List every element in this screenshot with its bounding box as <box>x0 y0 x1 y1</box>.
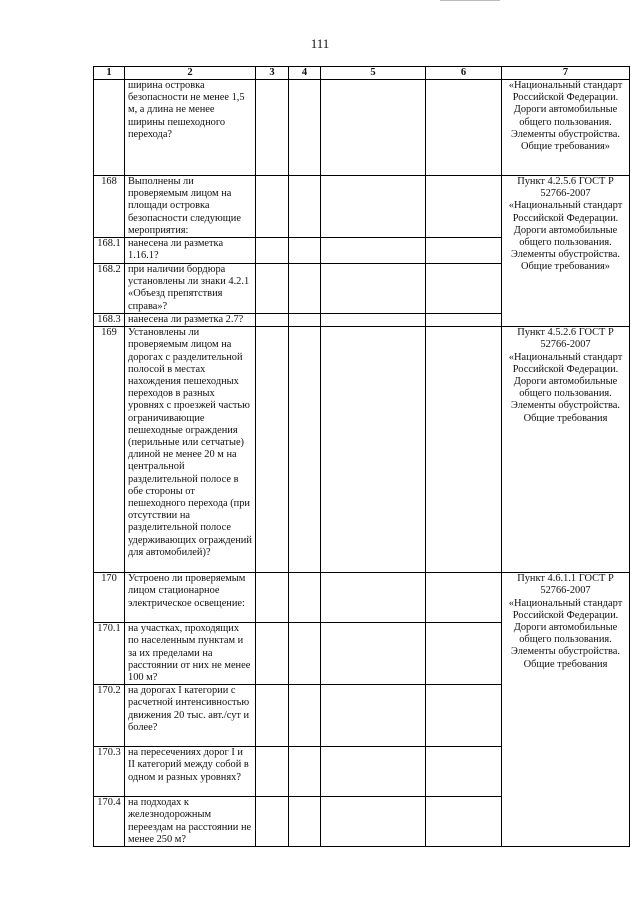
scan-edge-mark <box>440 0 500 3</box>
row-number <box>94 80 125 176</box>
question-text: ширина островка безопасности не менее 1,5 м, а длина не менее ширины пешеходного перехода? <box>125 80 256 176</box>
table-row-168 <box>94 176 630 238</box>
table-row-169 <box>94 327 630 573</box>
answer-cell <box>256 747 289 797</box>
answer-cell <box>289 80 321 176</box>
question-text: на дорогах I категории с расчетной интенсивностью движения 20 тыс. авт./сут и более? <box>125 685 256 747</box>
answer-cell <box>256 238 289 264</box>
answer-cell <box>426 176 502 238</box>
answer-cell <box>321 573 426 623</box>
row-number: 168 <box>94 176 125 238</box>
table-row-170 <box>94 573 630 623</box>
answer-cell <box>289 314 321 327</box>
answer-cell <box>321 327 426 573</box>
answer-cell <box>321 685 426 747</box>
answer-cell <box>256 80 289 176</box>
row-number: 168.1 <box>94 238 125 264</box>
row-number: 170 <box>94 573 125 623</box>
answer-cell <box>256 314 289 327</box>
header-col-1: 1 <box>94 67 125 80</box>
answer-cell <box>256 176 289 238</box>
question-text: на участках, проходящих по населенным пунктам и за их пределами на расстоянии от них не менее 100 м? <box>125 623 256 685</box>
header-col-2: 2 <box>125 67 256 80</box>
header-col-6: 6 <box>426 67 502 80</box>
answer-cell <box>321 176 426 238</box>
question-text: нанесена ли разметка 1.16.1? <box>125 238 256 264</box>
answer-cell <box>256 685 289 747</box>
table-row-continuation <box>94 80 630 176</box>
question-text: при наличии бордюра установлены ли знаки 4.2.1 «Объезд препятствия справа»? <box>125 264 256 314</box>
answer-cell <box>321 238 426 264</box>
answer-cell <box>289 747 321 797</box>
question-text: Установлены ли проверяемым лицом на дорогах с разделительной полосой в местах нахождения пешеходных переходов в разных уровнях с проезжей частью ограничивающие пешеходные ограждения (перильные или сетчатые) длиной не менее 20 м на центральной разделительной полосе в обе стороны от пешеходного перехода (при отсутствии на разделительной полосе удерживающих ограждений для автомобилей)? <box>125 327 256 573</box>
answer-cell <box>256 623 289 685</box>
checklist-table <box>93 66 630 847</box>
question-text: на подходах к железнодорожным переездам на расстоянии не менее 250 м? <box>125 797 256 847</box>
answer-cell <box>426 747 502 797</box>
answer-cell <box>256 264 289 314</box>
answer-cell <box>426 797 502 847</box>
header-col-4: 4 <box>289 67 321 80</box>
answer-cell <box>289 623 321 685</box>
answer-cell <box>321 264 426 314</box>
normative-reference: Пункт 4.6.1.1 ГОСТ Р 52766-2007 «Национальный стандарт Российской Федерации. Дороги автомобильные общего пользования. Элементы обустройства. Общие требования <box>502 573 630 847</box>
row-number: 170.3 <box>94 747 125 797</box>
normative-reference: «Национальный стандарт Российской Федерации. Дороги автомобильные общего пользования. Элементы обустройства. Общие требования» <box>502 80 630 176</box>
row-number: 170.1 <box>94 623 125 685</box>
header-col-5: 5 <box>321 67 426 80</box>
answer-cell <box>256 797 289 847</box>
answer-cell <box>289 685 321 747</box>
answer-cell <box>289 327 321 573</box>
answer-cell <box>426 238 502 264</box>
answer-cell <box>426 685 502 747</box>
page-number: 111 <box>310 36 330 51</box>
row-number: 168.2 <box>94 264 125 314</box>
question-text: Выполнены ли проверяемым лицом на площади островка безопасности следующие мероприятия: <box>125 176 256 238</box>
answer-cell <box>321 797 426 847</box>
header-row <box>94 67 630 80</box>
answer-cell <box>289 176 321 238</box>
row-number: 169 <box>94 327 125 573</box>
answer-cell <box>426 327 502 573</box>
answer-cell <box>426 623 502 685</box>
answer-cell <box>289 573 321 623</box>
answer-cell <box>289 264 321 314</box>
answer-cell <box>289 797 321 847</box>
header-col-3: 3 <box>256 67 289 80</box>
answer-cell <box>289 238 321 264</box>
answer-cell <box>426 314 502 327</box>
answer-cell <box>426 80 502 176</box>
question-text: Устроено ли проверяемым лицом стационарное электрическое освещение: <box>125 573 256 623</box>
answer-cell <box>321 314 426 327</box>
row-number: 168.3 <box>94 314 125 327</box>
answer-cell <box>321 747 426 797</box>
header-col-7: 7 <box>502 67 630 80</box>
row-number: 170.2 <box>94 685 125 747</box>
answer-cell <box>426 264 502 314</box>
answer-cell <box>426 573 502 623</box>
answer-cell <box>256 327 289 573</box>
question-text: нанесена ли разметка 2.7? <box>125 314 256 327</box>
answer-cell <box>321 80 426 176</box>
question-text: на пересечениях дорог I и II категорий между собой в одном и разных уровнях? <box>125 747 256 797</box>
row-number: 170.4 <box>94 797 125 847</box>
normative-reference: Пункт 4.2.5.6 ГОСТ Р 52766-2007 «Национальный стандарт Российской Федерации. Дороги автомобильные общего пользования. Элементы обустройства. Общие требования» <box>502 176 630 327</box>
answer-cell <box>256 573 289 623</box>
normative-reference: Пункт 4.5.2.6 ГОСТ Р 52766-2007 «Национальный стандарт Российской Федерации. Дороги автомобильные общего пользования. Элементы обустройства. Общие требования <box>502 327 630 573</box>
answer-cell <box>321 623 426 685</box>
